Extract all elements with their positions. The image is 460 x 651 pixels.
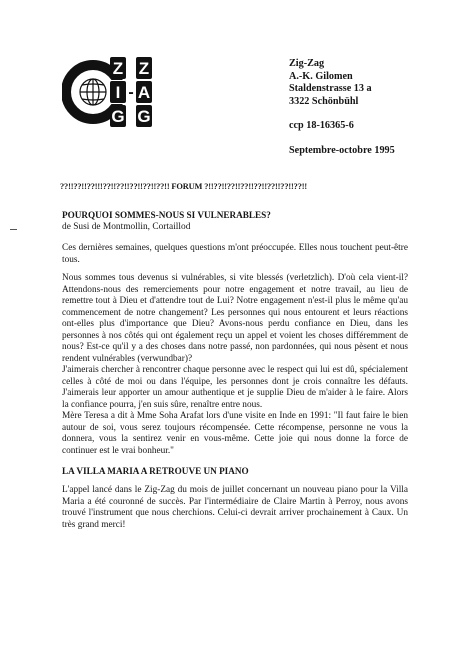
logo-dash: - — [128, 84, 134, 101]
logo-letter: G — [137, 107, 151, 126]
issue-date: Septembre-octobre 1995 — [289, 144, 395, 156]
paragraph: L'appel lancé dans le Zig-Zag du mois de juillet concernant un nouveau piano pour la Villa Maria a été couronné de succès. Par l'intermédiaire de Claire Martin à Perroy, nous avons trouvé l'instrument que nous cherchions. Celui-ci devrait arriver prochainement à Caux. Un très grand merci! — [62, 485, 408, 530]
street-address: Staldenstrasse 13 a — [289, 83, 372, 95]
paragraph: J'aimerais chercher à rencontrer chaque personne avec le respect qui lui est dû, spécialement celles à côté de moi ou dans l'équipe, les personnes dont je crois connaître les défauts. J'aimerais leur apporter un amour authentique et je supplie Dieu de m'aider à le faire. Alors la confiance pourra, j'en suis sûre, renaître entre nous. — [62, 365, 408, 410]
article-byline: de Susi de Montmollin, Cortaillod — [62, 222, 191, 232]
margin-mark — [10, 229, 17, 230]
zigzag-logo — [62, 54, 170, 132]
article-body — [62, 485, 408, 531]
city-address: 3322 Schönbühl — [289, 95, 359, 107]
paragraph: Mère Teresa a dit à Mme Soha Arafat lors d'une visite en Inde en 1991: "Il faut faire le bien autour de soi, vous serez toujours récompensée. Cette récompense, personne ne vous la donnera, vous la sentirez venir en vous-même. Cette joie qui nous donne la force de continuer est le vrai bonheur." — [62, 411, 408, 456]
logo-letter: I — [115, 83, 121, 102]
contact-name: A.-K. Gilomen — [289, 70, 353, 82]
logo-letter: Z — [112, 59, 124, 78]
org-name: Zig-Zag — [289, 58, 325, 69]
address-block — [289, 58, 395, 158]
globe-icon — [80, 79, 106, 105]
logo-letter: Z — [138, 59, 150, 78]
logo-letter: G — [111, 107, 125, 126]
logo-letter: A — [137, 83, 151, 102]
article-body — [62, 243, 408, 457]
forum-banner: ??!!??!!??!!!??!!??!!??!!??!!??!! FORUM ?!!??!!??!!??!!??!!??!!??!!??!! — [60, 182, 308, 191]
paragraph: Nous sommes tous devenus si vulnérables, si vite blessés (verletzlich). D'où cela vient-il? Attendons-nous des remerciements pour notre engagement et notre travail, au lieu de remettre tout à Dieu et d'attendre tout de Lui? Notre engagement n'est-il plus le même qu'au commencement de notre changement? Les personnes qui nous entourent et leurs réactions ont-elles plus d'importance que Dieu? Avons-nous perdu confiance en Dieu, dans les personnes à nos côtés qui ont également reçu un appel et voient les choses différemment de nous? Est-ce qu'il y a des choses dans notre passé, non pardonnées, qui nous pèsent et nous rendent vulnérables (verwundbar)? — [62, 273, 408, 364]
ccp-account: ccp 18-16365-6 — [289, 120, 354, 132]
paragraph: Ces dernières semaines, quelques questions m'ont préoccupée. Elles nous touchent peut-être tous. — [62, 243, 408, 265]
article-title: LA VILLA MARIA A RETROUVE UN PIANO — [62, 466, 249, 476]
article-title: POURQUOI SOMMES-NOUS SI VULNERABLES? — [62, 210, 271, 220]
